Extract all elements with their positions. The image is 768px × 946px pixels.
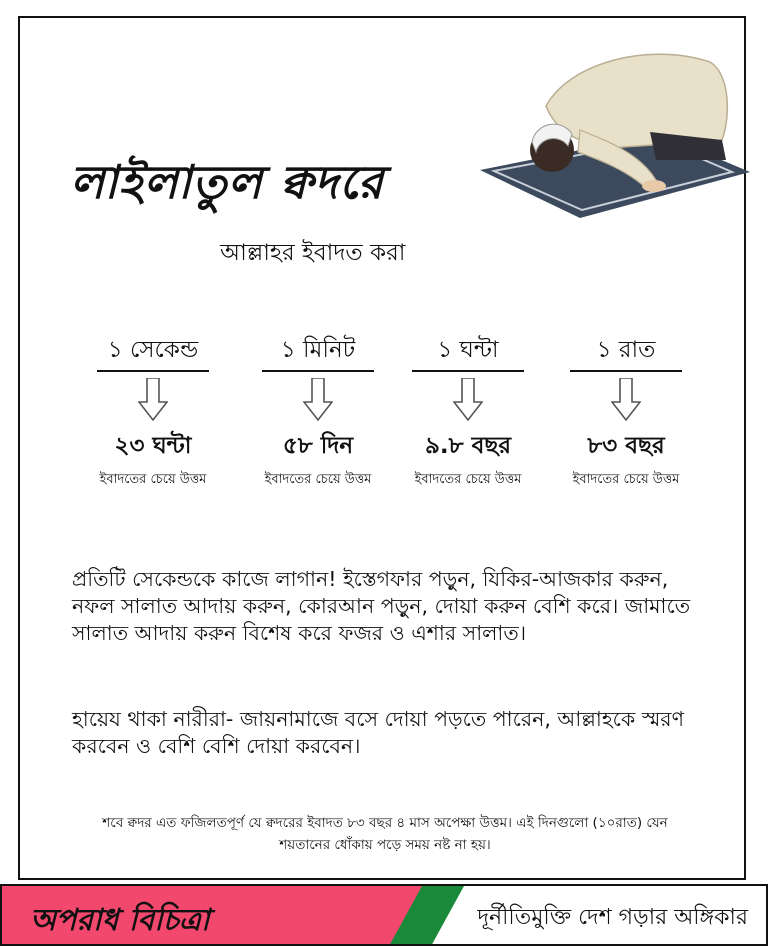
- prayer-robe: [546, 54, 727, 148]
- footer-banner: [0, 884, 768, 946]
- poster-subtitle: আল্লাহর ইবাদত করা: [220, 240, 406, 266]
- divider-line: [97, 370, 209, 372]
- equivalent-value: ৮৩ বছর: [587, 433, 665, 459]
- footnote: শবে ক্বদর এত ফজিলতপূর্ণ যে ক্বদরের ইবাদত ৮৩ বছর ৪ মাস অপেক্ষা উত্তম। এই দিনগুলো (১০রাত) যেন শয়তানের ধোঁকায় পড়ে সময় নষ্ট না হয়।: [102, 815, 668, 853]
- equivalent-caption: ইবাদতের চেয়ে উত্তম: [572, 472, 680, 487]
- poster-title: লাইলাতুল ক্বদরে: [70, 155, 384, 209]
- down-arrow-icon: [138, 378, 168, 422]
- comparison-column: [243, 334, 393, 491]
- comparison-column: [551, 334, 701, 491]
- women-paragraph: হায়েয থাকা নারীরা- জায়নামাজে বসে দোয়া পড়তে পারেন, আল্লাহকে স্মরণ করবেন ও বেশি বেশি দোয়া করবেন।: [72, 707, 684, 758]
- divider-line: [262, 370, 374, 372]
- duration-label: ১ ঘন্টা: [437, 337, 499, 363]
- divider-line: [412, 370, 524, 372]
- equivalent-caption: ইবাদতের চেয়ে উত্তম: [99, 472, 207, 487]
- equivalent-value: ৯.৮ বছর: [425, 433, 511, 459]
- equivalent-value: ৫৮ দিন: [282, 433, 354, 459]
- equivalent-caption: ইবাদতের চেয়ে উত্তম: [414, 472, 522, 487]
- down-arrow-icon: [303, 378, 333, 422]
- divider-line: [570, 370, 682, 372]
- down-arrow-icon: [453, 378, 483, 422]
- brand-name: অপরাধ বিচিত্রা: [30, 903, 210, 938]
- comparison-column: [78, 334, 228, 491]
- comparison-column: [393, 334, 543, 491]
- duration-label: ১ মিনিট: [280, 337, 356, 363]
- equivalent-value: ২৩ ঘন্টা: [114, 433, 192, 459]
- duration-label: ১ রাত: [596, 337, 656, 363]
- brand-slogan: দূর্নীতিমুক্তি দেশ গড়ার অঙ্গিকার: [477, 905, 748, 930]
- prayer-illustration: [460, 22, 750, 222]
- advice-paragraph: প্রতিটি সেকেন্ডকে কাজে লাগান! ইস্তেগফার পড়ুন, যিকির-আজকার করুন, নফল সালাত আদায় করুন, কোরআন পড়ুন, দোয়া করুন বেশি করে। জামাতে সালাত আদায় করুন বিশেষ করে ফজর ও এশার সালাত।: [72, 567, 691, 645]
- down-arrow-icon: [611, 378, 641, 422]
- duration-label: ১ সেকেন্ড: [107, 337, 199, 363]
- equivalent-caption: ইবাদতের চেয়ে উত্তম: [264, 472, 372, 487]
